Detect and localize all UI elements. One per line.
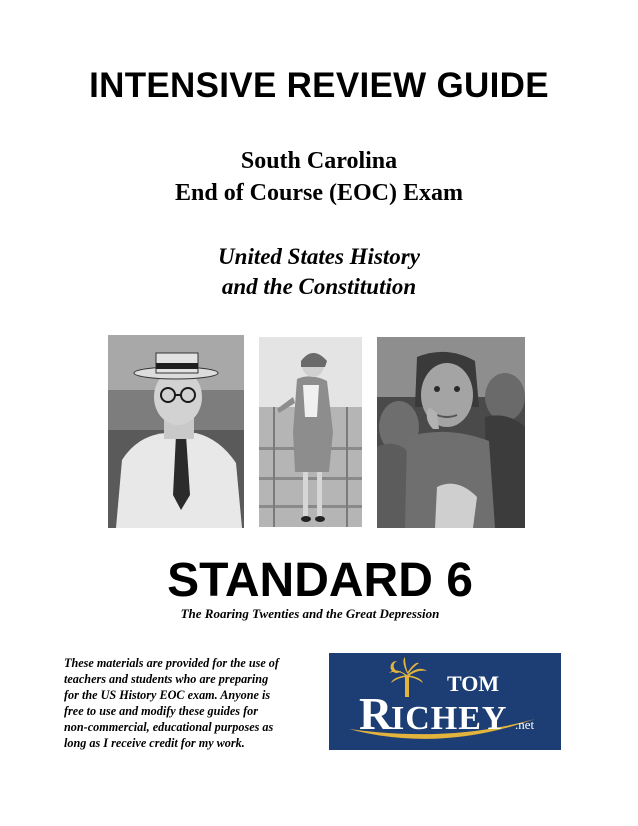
logo-text-tom: TOM [447,671,500,696]
disclaimer-line: for the US History EOC exam. Anyone is [64,688,271,702]
disclaimer-line: teachers and students who are preparing [64,672,269,686]
course-title-line-1: United States History [218,244,420,269]
standard-subtitle: The Roaring Twenties and the Great Depression [180,606,440,621]
photo-migrant-mother [377,337,525,528]
palmetto-tree-icon [389,657,427,697]
tomrichey-logo-graphic [329,653,561,750]
page-title: INTENSIVE REVIEW GUIDE [89,66,549,105]
photo-man-boater-hat-graphic [108,335,244,528]
state-subtitle: South Carolina [240,148,398,174]
photo-man-boater-hat [108,335,244,528]
disclaimer-line: non-commercial, educational purposes as [64,720,274,734]
tomrichey-logo[interactable] [329,653,561,750]
logo-text-richey-initial: R [359,688,393,739]
photo-flapper-woman-graphic [259,337,362,527]
usage-disclaimer [64,655,326,751]
disclaimer-line: free to use and modify these guides for [64,704,258,718]
photo-migrant-mother-graphic [377,337,525,528]
exam-subtitle: End of Course (EOC) Exam [174,180,463,206]
disclaimer-line: long as I receive credit for my work. [64,736,245,750]
logo-text-net: .net [515,717,535,732]
photo-flapper-woman [259,337,362,527]
standard-title: STANDARD 6 [167,554,473,607]
course-title-line-2: and the Constitution [221,274,417,299]
disclaimer-line: These materials are provided for the use of [64,656,279,670]
logo-text-richey-rest: ICHEY [391,700,508,737]
